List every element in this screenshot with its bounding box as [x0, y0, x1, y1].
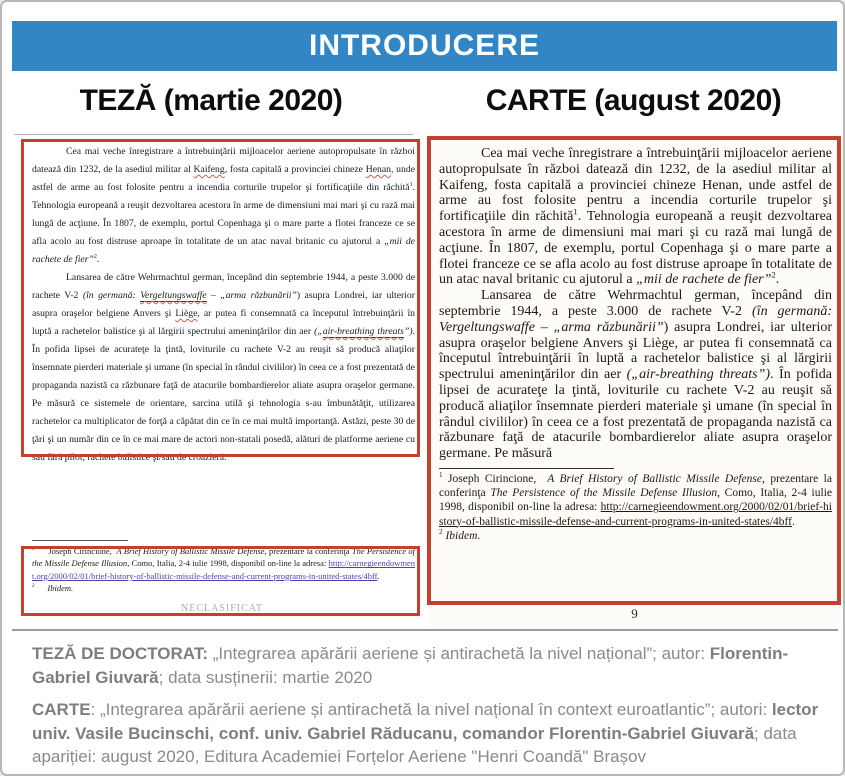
thesis-column-title: TEZĂ (martie 2020): [79, 84, 343, 117]
thesis-footnote-1: $^1$ Joseph Cirincione, A Brief History of Ballistic Missile Defense, prezentare la conferinţa The Persistence of the Missile Defense Illusion, Como, Italia, 2-4 iulie 1998, disponibil on-line la adresa: http://carnegieendowment.org/2000/02/01/brief-history-of-ballistic-missile-defense-and-current-programs-in-united-states/4bff.: [32, 546, 416, 581]
book-paragraph-1: Cea mai veche înregistrare a întrebuinţării mijloacelor aeriene autopropulsate în război datează din 1232, de la asediul militar al Kaifeng, fosta capitală a provinciei chineze Henan, unde astfel de arme au fost folosite pentru a incendia corturile trupelor şi fortificaţiile din răchită$^1$. Tehnologia europeană a reuşit dezvoltarea acestora în arme de dimensiuni mai mari şi cu rază mai lungă de acţiune. În 1807, de exemplu, portul Copenhaga şi o mare parte a flotei franceze ce se afla acolo au fost distruse aproape în totalitate de un atac naval britanic cu ajutorul a „mii de rachete de fier”$^2$.: [439, 146, 833, 288]
book-paragraph-2: Lansarea de către Wehrmachtul german, începând din septembrie 1944, a peste 3.000 de rachete V-2 (în germană: Vergeltungswaffe – „arma răzbunării”) asupra Londrei, iar ulterior asupra oraşelor belgiene Anvers şi Liège, ar putea fi consemnată ca începutul întrebuinţării în luptă a rachetelor balistice şi al lărgirii spectrului ameninţărilor din aer („air-breathing threats”). În pofida lipsei de acurateţe la ţintă, loviturile cu rachete V-2 au reuşit să producă aliaţilor însemnate pierderi materiale şi umane (în special în rândul civililor) în ceea ce a fost prezentată de propaganda nazistă ca răzbunare faţă de atacurile bombardierelor aliate asupra oraşelor germane. Pe măsură: [439, 288, 832, 462]
book-page-number: 9: [631, 606, 638, 621]
classification-watermark: NECLASIFICAT: [180, 603, 263, 614]
thesis-footnotes: [32, 540, 415, 595]
thesis-scan-top-edge: [14, 134, 413, 135]
section-title: INTRODUCERE: [308, 29, 540, 62]
caption-divider-line: [12, 629, 838, 631]
thesis-footnote-2: $^2$ Ibidem.: [32, 583, 74, 594]
book-page-text: [439, 146, 832, 543]
footnote-separator: [439, 468, 614, 469]
thesis-page-text: [32, 143, 415, 467]
thesis-paragraph-2: Lansarea de către Wehrmachtul german, începând din septembrie 1944, a peste 3.000 de rachete V-2 (în germană: Vergeltungswaffe – „arma răzbunării”) asupra Londrei, iar ulterior asupra oraşelor belgiene Anvers şi Liège, ar putea fi consemnată ca începutul întrebuinţării în luptă a rachetelor balistice şi al lărgirii spectrului ameninţărilor din aer („air-breathing threats”). În pofida lipsei de acurateţe la ţintă, loviturile cu rachete V-2 au reuşit să producă aliaţilor însemnate pierderi materiale şi umane (în special în rândul civililor) în ceea ce a fost prezentată de propaganda nazistă ca răzbunare faţă de atacurile bombardierelor aliate asupra oraşelor germane. Pe măsură ce sistemele de orientare, sarcina utilă şi tehnologia s-au îmbunătăţit, utilizarea rachetelor ca multiplicator de forţă a căpătat din ce în ce mai multă importanţă. Astăzi, peste 30 de ţări şi un număr din ce în ce mai mare de actori non-statali posedă, alături de platforme aeriene cu sau fără pilot, rachete balistice şi/sau de croazieră.: [32, 272, 415, 463]
book-caption: CARTE: „Integrarea apărării aeriene și antirachetă la nivel național în context euroatlantic”; autori: lector univ. Vasile Bucinschi, conf. univ. Gabriel Răducanu, comandor Florentin-Gabriel Giuvară; data apariției: august 2020, Editura Academiei Forțelor Aeriene "Henri Coandă" Brașov: [32, 700, 819, 766]
book-footnotes: [439, 468, 832, 543]
book-footnote-1: $^1$ Joseph Cirincione, A Brief History of Ballistic Missile Defense, prezentare la conferinţa The Persistence of the Missile Defense Illusion, Como, Italia, 2-4 iulie 1998, disponibil on-line la adresa: http://carnegieendowment.org/2000/02/01/brief-history-of-ballistic-missile-defense-and-current-programs-in-united-states/4bff.: [439, 471, 832, 528]
thesis-paragraph-1: Cea mai veche înregistrare a întrebuinţării mijloacelor aeriene autopropulsate în război datează din 1232, de la asediul militar al Kaifeng, fosta capitală a provinciei chineze Henan, unde astfel de arme au fost folosite pentru a incendia corturile trupelor şi fortificaţiile din răchită$^1$. Tehnologia europeană a reuşit dezvoltarea acestora în arme de dimensiuni mai mari şi cu rază mai lungă de acţiune. În 1807, de exemplu, portul Copenhaga şi o mare parte a flotei franceze ce se afla acolo au fost distruse aproape în totalitate de un atac naval britanic cu ajutorul a „mii de rachete de fier”$^2$.: [32, 146, 415, 265]
book-column-title: CARTE (august 2020): [485, 84, 782, 117]
thesis-caption: TEZĂ DE DOCTORAT: „Integrarea apărării aeriene și antirachetă la nivel național”; autor: Florentin-Gabriel Giuvară; data susținerii: martie 2020: [32, 644, 789, 687]
column-headings: [2, 84, 845, 118]
book-footnote-2: $^2$ Ibidem.: [439, 527, 481, 542]
section-header-bar: [12, 21, 837, 71]
footnote-separator: [32, 540, 128, 541]
